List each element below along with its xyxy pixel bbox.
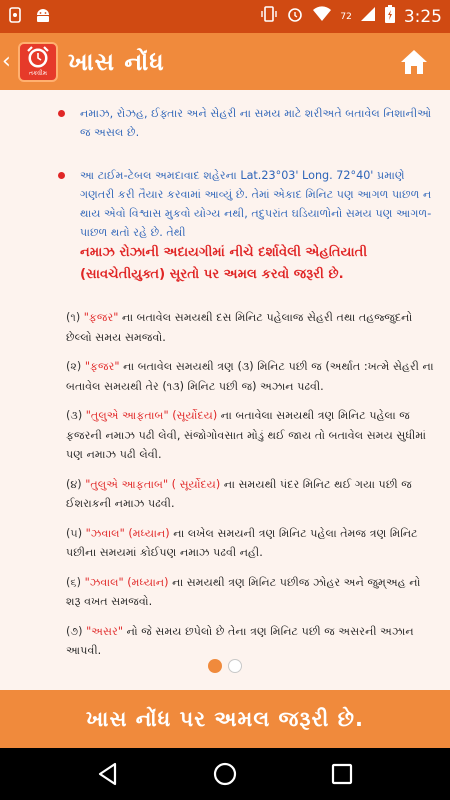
page-indicator <box>0 659 450 673</box>
item-number: (૨) <box>66 360 82 373</box>
alarm-clock-logo-icon <box>25 45 51 69</box>
note-item <box>0 166 450 286</box>
recents-button[interactable] <box>322 754 362 794</box>
item-highlight: "અસર" <box>86 624 124 638</box>
note-text: આ ટાઈમ-ટેબલ અમદાવાદ શહેરના Lat.23°03' Long. 72°40' પ્રમાણે ગણતરી કરી તૈયાર કરવામાં આવ્યું છે. તેમાં એકાદ મિનિટ પણ આગળ પાછળ ન થાય એવો વિશ્વાસ મુકવો યોગ્ય નથી, તદુપરાંત ઘડિયાળોનો સમય પણ આગળ-પાછળ થતો રહે છે. તેથી <box>80 169 432 239</box>
home-circle-icon <box>212 761 238 787</box>
note-text: નમાઝ, રોઝહ, ઈફ્તાર અને સેહરી ના સમય માટે શરીઅતે બતાવેલ નિશાનીઓ જ અસલ છે. <box>80 107 432 139</box>
page-dot-inactive[interactable] <box>228 659 242 673</box>
alarm-icon <box>286 5 304 28</box>
back-triangle-icon <box>95 761 121 787</box>
item-number: (૬) <box>66 575 81 589</box>
note-item <box>0 104 450 142</box>
notes-content[interactable] <box>0 90 450 657</box>
item-highlight: "ઝવાલ" (મધ્યાન) <box>85 526 170 540</box>
item-number: (૪) <box>66 477 82 491</box>
note-emphasis-text: નમાઝ રોઝાની અદાયગીમાં નીચે દર્શાવેલી એહતિયાતી (સાવચેતીયુક્ત) સૂરતો પર અમલ કરવો જરૂરી છે. <box>80 245 368 282</box>
item-number: (૭) <box>66 624 83 638</box>
bullet-icon <box>58 172 65 179</box>
list-item <box>66 524 436 563</box>
bullet-icon <box>58 110 65 117</box>
signal-strength: 72 <box>340 11 352 22</box>
android-icon <box>34 6 52 28</box>
item-text: ના સમયથી ત્રણ મિનિટ પછીજ ઝોહર અને જુમ્અહ નો શરૂ વખત સમજવો. <box>66 575 421 608</box>
item-text: ના બતાવેલા સમયથી ત્રણ મિનિટ પહેલા જ ફજરની નમાઝ પઢી લેવી, સંજોગોવસાત મોડું થઈ જાય તો બતાવેલ સમય સુધીમાં પણ નમાઝ પઢી લેવી. <box>66 409 427 461</box>
item-number: (૩) <box>66 409 83 422</box>
vibrate-icon <box>260 5 278 28</box>
item-highlight: "ઝવાલ" (મધ્યાન) <box>84 575 169 589</box>
item-highlight: "તુલુએ આફતાબ" (સૂર્યોદય) <box>85 409 218 422</box>
status-bar <box>0 0 450 33</box>
list-item <box>66 406 436 465</box>
logo-text: તકવીમ <box>29 70 47 77</box>
recents-square-icon <box>329 761 355 787</box>
item-text: ના બતાવેલ સમયથી ત્રણ (૩) મિનિટ પછી જ (અર્થાત :ખત્મે સેહરી ના બતાવેલ સમયથી તેર (૧૩) મિનિટ પછી જ) અઝાન પઢવી. <box>66 360 434 393</box>
rules-list <box>0 308 450 661</box>
list-item <box>66 475 436 514</box>
app-bar <box>0 33 450 90</box>
banner-text: ખાસ નોંધ પર અમલ જરૂરી છે. <box>86 706 364 731</box>
home-button[interactable] <box>398 46 430 78</box>
system-nav-bar <box>0 748 450 800</box>
clock-time: 3:25 <box>403 6 442 27</box>
page-title: ખાસ નોંધ <box>68 47 165 76</box>
home-icon <box>399 48 429 76</box>
battery-charging-icon <box>384 4 396 29</box>
list-item <box>66 573 436 612</box>
item-number: (૧) <box>66 311 81 324</box>
item-text: ના લખેલ સમયની ત્રણ મિનિટ પહેલા તેમજ ત્રણ મિનિટ પછીના સમયમાં કોઈપણ નમાઝ પઢવી નહી. <box>66 526 418 559</box>
item-text: ના બતાવેલ સમયથી દસ મિનિટ પહેલાજ સેહરી તથા તહજ્જુદનો છેલ્લો સમય સમજવો. <box>66 311 413 344</box>
list-item <box>66 308 436 347</box>
item-highlight: "તુલુએ આફતાબ" ( સૂર્યોદય) <box>85 477 221 491</box>
list-item <box>66 622 436 661</box>
item-text: ના સમયથી પંદર મિનિટ થઈ ગયા પછી જ ઈશરાકની નમાઝ પઢવી. <box>66 477 412 510</box>
app-logo[interactable] <box>18 42 58 82</box>
wifi-icon <box>312 5 332 28</box>
back-chevron-icon[interactable]: ‹ <box>2 48 11 74</box>
notification-icon <box>8 6 22 28</box>
back-button[interactable] <box>88 754 128 794</box>
cellular-signal-icon <box>360 5 376 28</box>
item-text: નો જે સમય છપેલો છે તેના ત્રણ મિનિટ પછી જ અસરની અઝાન આપવી. <box>66 624 414 657</box>
item-highlight: "ફજર" <box>83 311 119 324</box>
page-dot-active[interactable] <box>208 659 222 673</box>
list-item <box>66 357 436 396</box>
home-nav-button[interactable] <box>205 754 245 794</box>
item-highlight: "ફજર" <box>84 360 120 373</box>
bottom-banner <box>0 690 450 748</box>
item-number: (૫) <box>66 526 83 540</box>
